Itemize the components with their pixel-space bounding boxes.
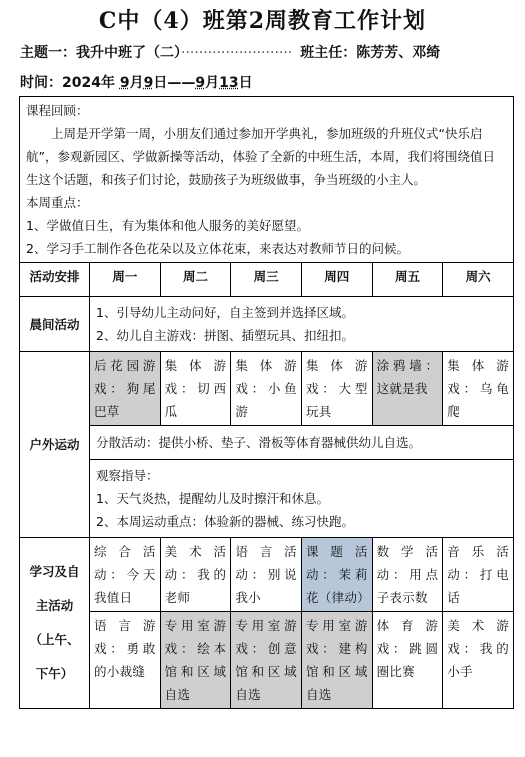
theme-dots: ························· — [181, 45, 293, 61]
observe-heading: 观察指导： — [96, 468, 159, 483]
study-label-line-3: （上午、 — [29, 632, 80, 647]
page-title: C中（4）班第2周教育工作计划 — [98, 8, 427, 34]
outdoor-game-tue: 集体游戏：切西瓜 — [160, 352, 231, 426]
date-sep: 日—— — [153, 75, 196, 91]
focus-item-2: 2、学习手工制作各色花朵以及立体花束，来表达对教师节日的问候。 — [26, 241, 409, 256]
study-label-line-4: 下午） — [35, 666, 74, 681]
morning-label: 晨间活动 — [20, 297, 90, 352]
time-line: 时间：2024年 9月9日——9月13日 — [20, 75, 253, 91]
header-day-wed: 周三 — [231, 263, 302, 297]
study-row-1 — [20, 538, 514, 612]
outdoor-scatter: 分散活动：提供小桥、垫子、滑板等体育器械供幼儿自选。 — [90, 426, 514, 460]
teacher-label: 班主任：陈芳芳、邓绮 — [300, 45, 441, 61]
date-end-day: 13 — [219, 75, 239, 91]
morning-line-1: 1、引导幼儿主动问好，自主签到并选择区域。 — [96, 305, 354, 320]
outdoor-observe-cell — [90, 460, 514, 538]
focus-item-1: 1、学做值日生，有为集体和他人服务的美好愿望。 — [26, 218, 309, 233]
outdoor-game-thu: 集体游戏：大型玩具 — [301, 352, 372, 426]
header-day-mon: 周一 — [90, 263, 161, 297]
review-heading: 课程回顾： — [26, 103, 89, 118]
study-r2-thu: 专用室游戏：建构馆和区域自选 — [301, 612, 372, 709]
review-row — [20, 97, 514, 263]
study-r2-sat: 美术游戏：我的小手 — [443, 612, 514, 709]
study-r1-mon: 综合活动：今天我值日 — [90, 538, 161, 612]
study-r1-wed: 语言活动：别说我小 — [231, 538, 302, 612]
study-label-line-2: 主活动 — [35, 598, 74, 613]
observe-item-2: 2、本周运动重点：体验新的器械、练习快跑。 — [96, 514, 354, 529]
plan-table — [19, 96, 514, 709]
date-end-month: 9 — [195, 75, 206, 91]
morning-row — [20, 297, 514, 352]
study-r1-tue: 美术活动：我的老师 — [160, 538, 231, 612]
theme-label: 主题一：我升中班了（二） — [20, 45, 181, 61]
study-r2-mon: 语言游戏：勇敢的小裁缝 — [90, 612, 161, 709]
morning-line-2: 2、幼儿自主游戏：拼图、插塑玩具、扣纽扣。 — [96, 328, 354, 343]
date-start-month: 9 — [119, 75, 130, 91]
morning-cell — [90, 297, 514, 352]
outdoor-game-sat: 集体游戏：乌龟爬 — [443, 352, 514, 426]
outdoor-scatter-row — [20, 426, 514, 460]
review-paragraph: 上周是开学第一周，小朋友们通过参加开学典礼，参加班级的升班仪式“快乐启航”，参观新园区、学做新操等活动，体验了全新的中班生活，本周，我们将围绕值日生这个话题，和孩子们讨论，鼓励孩子为班级做事，争当班级的小主人。 — [26, 126, 495, 187]
outdoor-game-fri: 涂鸦墙：这就是我 — [372, 352, 443, 426]
header-day-fri: 周五 — [372, 263, 443, 297]
study-r1-thu: 课题活动：茉莉花（律动） — [301, 538, 372, 612]
time-label: 时间：2024年 — [20, 75, 115, 91]
header-day-tue: 周二 — [160, 263, 231, 297]
study-r1-sat: 音乐活动：打电话 — [443, 538, 514, 612]
study-label-line-1: 学习及自 — [29, 564, 80, 579]
focus-heading: 本周重点： — [26, 195, 89, 210]
study-r2-fri: 体育游戏：跳圆圈比赛 — [372, 612, 443, 709]
outdoor-observe-row — [20, 460, 514, 538]
outdoor-game-mon: 后花园游戏：狗尾巴草 — [90, 352, 161, 426]
header-label: 活动安排 — [20, 263, 90, 297]
header-day-sat: 周六 — [443, 263, 514, 297]
theme-line — [20, 42, 440, 62]
study-r1-fri: 数学活动：用点子表示数 — [372, 538, 443, 612]
date-start-day: 9 — [143, 75, 154, 91]
study-row-2 — [20, 612, 514, 709]
outdoor-label: 户外运动 — [20, 352, 90, 538]
header-row — [20, 263, 514, 297]
review-cell — [20, 97, 514, 263]
outdoor-game-wed: 集体游戏：小鱼游 — [231, 352, 302, 426]
header-day-thu: 周四 — [301, 263, 372, 297]
outdoor-games-row — [20, 352, 514, 426]
observe-item-1: 1、天气炎热，提醒幼儿及时擦汗和休息。 — [96, 491, 329, 506]
study-r2-wed: 专用室游戏：创意馆和区域自选 — [231, 612, 302, 709]
study-r2-tue: 专用室游戏：绘本馆和区域自选 — [160, 612, 231, 709]
study-label — [20, 538, 90, 709]
